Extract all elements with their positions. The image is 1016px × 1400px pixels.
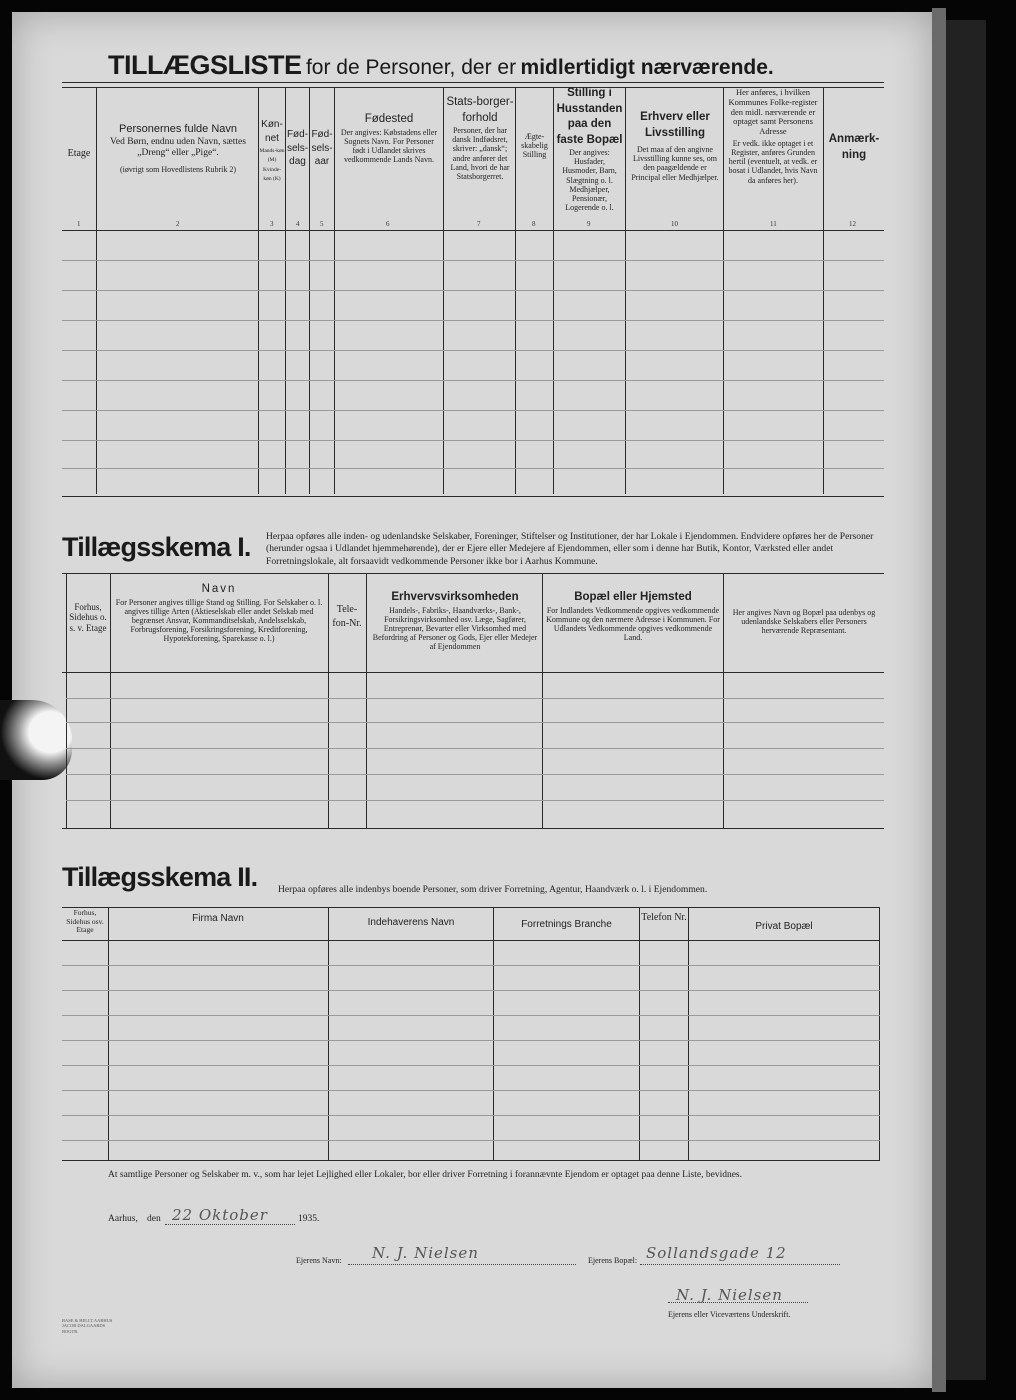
page-title — [108, 50, 774, 81]
col-num-1: 1 — [77, 220, 81, 228]
col-birthyear-header: Fød-sels-aar — [311, 129, 333, 167]
skema1-col-phone: Tele-fon-Nr. — [332, 604, 362, 629]
skema1-col-business: Erhvervsvirksomheden Handels-, Fabriks-, Haandværks-, Bank-, Forsikringsvirksomhed osv. Læge, Sagfører, Entreprenør, Bevarter eller Virksomhed med Befordring af Personer og Gods, Ejer eller Medejer af Ejendommen — [372, 591, 538, 652]
col-birthplace-header: Fødested Der angives: Købstadens eller Sognets Navn. For Personer født i Udlandet skrives vedkommende Lands Navn. — [340, 113, 438, 165]
col-num-3: 3 — [270, 220, 274, 228]
printer-imprint: BASE & HELLT AARHUS JACOB DALGAARDS BOGTR. — [62, 1318, 113, 1334]
binding-shadow — [946, 20, 986, 1380]
skema2-col-private: Privat Bopæl — [755, 921, 813, 932]
signature-handwritten: N. J. Nielsen — [676, 1286, 783, 1304]
col-num-9: 9 — [587, 220, 591, 228]
place-label: Aarhus, — [108, 1214, 138, 1224]
skema1-title: Tillægsskema I. — [62, 532, 251, 562]
col-marital-header: Ægte-skabelig Stilling — [521, 132, 548, 160]
col-citizenship-header: Stats-borger-forhold Personer, der har dansk Indfødsret, skriver: „dansk“; andre anfører det Land, hvori de har Statsborgerret. — [446, 96, 514, 181]
title-bold: TILLÆGSLISTE — [108, 50, 302, 80]
skema2-col-firm: Firma Navn — [192, 913, 244, 924]
footer-statement: At samtlige Personer og Selskaber m. v., som har lejet Lejlighed eller Lokaler, bor eller driver Forretning i forannævnte Ejendom er optaget paa denne Liste, bevidnes. — [108, 1170, 742, 1180]
skema1-intro: Herpaa opføres alle inden- og udenlandske Selskaber, Foreninger, Stiftelser og Institutioner, der har Lokale i Ejendommen. Endvidere opføres her de Personer (herunder ogsaa i Udlandet hjemmehørende), der er Ejere eller Medejere af Ejendommen, eller som i denne har Butik, Kontor, Værksted eller andet Forretningslokale, alt forsaavidt vedkommende Personer ikke bor i Aarhus Kommune. — [266, 531, 874, 567]
skema1-col-residence: Bopæl eller Hjemsted For Indlandets Vedkommende opgives vedkommende Kommune og den nærmere Adresse i Kommunen. For Udlandets Vedkommende opgives vedkommende Land. — [546, 591, 720, 643]
col-num-11: 11 — [770, 220, 777, 228]
owner-address-handwritten: Sollandsgade 12 — [646, 1244, 787, 1262]
col-num-6: 6 — [386, 220, 390, 228]
col-num-2: 2 — [176, 220, 180, 228]
skema2-col-owner: Indehaverens Navn — [367, 917, 455, 928]
col-gender-header: Køn-net Mands-køn (M) Kvinde-køn (K) — [259, 119, 285, 182]
col-register-header: Her anføres, i hvilken Kommunes Folke-register den midl. nærværende er optaget samt Personens Adresse Er vedk. ikke optaget i et Register, anføres Grunden hertil (eventuelt, at vedk. er bosat i Udlandet, hvis Navn da anføres her). — [728, 87, 818, 185]
owner-name-handwritten: N. J. Nielsen — [372, 1244, 479, 1262]
skema1-col-etage: Forhus, Sidehus o. s. v. Etage — [69, 602, 107, 633]
col-num-8: 8 — [532, 220, 536, 228]
title-part2: midlertidigt nærværende. — [520, 56, 774, 79]
skema1-col-name: Navn For Personer angives tillige Stand og Stilling. For Selskaber o. l. angives tillige Arten (Aktieselskab eller andet Selskab med begrænset Ansvar, Kommanditselskab, Andelsselskab, Forbrugsforening, Forsikringsforening, Kreditforening, Hypotekforening, Sparekasse o. l.) — [115, 583, 323, 644]
document-page — [12, 12, 932, 1388]
skema2-title: Tillægsskema II. — [62, 862, 258, 892]
skema2-col-etage: Forhus, Sidehus osv. Etage — [66, 908, 104, 935]
page-edge — [932, 8, 946, 1392]
skema2-col-phone: Telefon Nr. — [641, 912, 687, 923]
signature-label: Ejerens eller Viceværtens Underskrift. — [668, 1310, 791, 1319]
skema2-intro: Herpaa opføres alle indenbys boende Personer, som driver Forretning, Agentur, Haandværk o. l. i Ejendommen. — [278, 884, 708, 895]
col-name-header: Personernes fulde Navn Ved Børn, endnu uden Navn, sættes „Dreng“ eller „Pige“. (iøvrigt som Hovedlistens Rubrik 2) — [110, 123, 246, 174]
binder-clip — [0, 700, 72, 780]
year-label: 1935. — [298, 1214, 320, 1224]
title-part1: for de Personer, der er — [305, 56, 517, 79]
skema2-col-branch: Forretnings Branche — [521, 919, 612, 930]
col-num-5: 5 — [320, 220, 324, 228]
col-num-4: 4 — [296, 220, 300, 228]
col-num-10: 10 — [671, 220, 678, 228]
owner-address-label: Ejerens Bopæl: — [588, 1256, 638, 1265]
den-label: den — [147, 1214, 161, 1224]
col-remark-header: Anmærk-ning — [828, 133, 880, 161]
col-etage-header: Etage — [67, 148, 91, 159]
col-birthday-header: Fød-sels-dag — [286, 129, 309, 167]
skema1-col-representative: Her angives Navn og Bopæl paa udenbys og udenlandske Selskabers eller Personers herværende Repræsentant. — [732, 608, 876, 636]
col-household-header: Stilling i Husstanden paa den faste Bopæl Der angives: Husfader, Husmoder, Barn, Slægtning o. l. Medhjælper, Pensionær, Logerende o. l. — [556, 87, 623, 213]
date-handwritten: 22 Oktober — [172, 1206, 268, 1224]
col-occupation-header: Erhverv eller Livsstilling Det maa af den angivne Livsstilling kunne ses, om den paagældende er Principal eller Medhjælper. — [631, 111, 719, 182]
col-num-12: 12 — [849, 220, 856, 228]
owner-name-label: Ejerens Navn: — [296, 1256, 342, 1265]
col-num-7: 7 — [477, 220, 481, 228]
